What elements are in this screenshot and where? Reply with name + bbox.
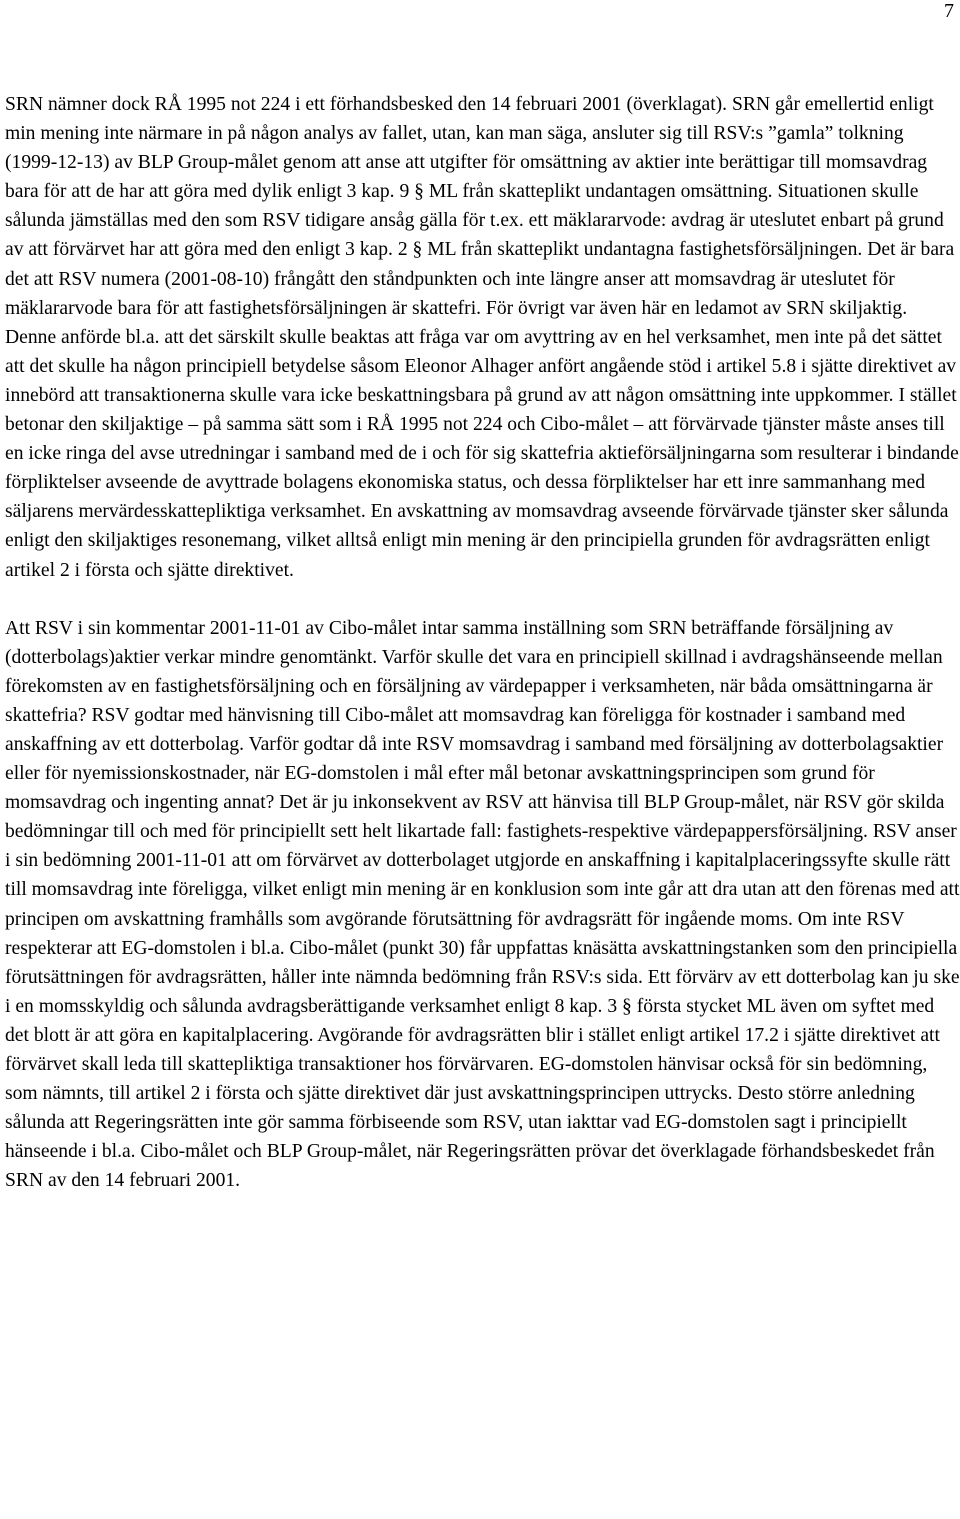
paragraph-rsv-kommentar: Att RSV i sin kommentar 2001-11-01 av Cibo-målet intar samma inställning som SRN beträffande försäljning av (dotterbolags)aktier verkar mindre genomtänkt. Varför skulle det vara en principiell skillnad i avdragshänseende mellan förekomsten av en fastighetsförsäljning och en försäljning av värdepapper i verksamheten, när båda omsättningarna är skattefria? RSV godtar med hänvisning till Cibo-målet att momsavdrag kan föreligga för kostnader i samband med anskaffning av ett dotterbolag. Varför godtar då inte RSV momsavdrag i samband med försäljning av dotterbolagsaktier eller för nyemissionskostnader, när EG-domstolen i mål efter mål betonar avskattningsprincipen som grund för momsavdrag och ingenting annat? Det är ju inkonsekvent av RSV att hänvisa till BLP Group-målet, när RSV gör skilda bedömningar till och med för principiellt sett helt likartade fall: fastighets-respektive värdepappersförsäljning. RSV anser i sin bedömning 2001-11-01 att om förvärvet av dotterbolaget utgjorde en anskaffning i kapitalplaceringssyfte skulle rätt till momsavdrag inte föreligga, vilket enligt min mening är en konklusion som inte går att dra utan att den förenas med att principen om avskattning framhålls som avgörande förutsättning för avdragsrätt för ingående moms. Om inte RSV respekterar att EG-domstolen i bl.a. Cibo-målet (punkt 30) får uppfattas knäsätta avskattningstanken som den principiella förutsättningen för avdragsrätten, håller inte nämnda bedömning från RSV:s sida. Ett förvärv av ett dotterbolag kan ju ske i en momsskyldig och sålunda avdragsberättigande verksamhet enligt 8 kap. 3 § första stycket ML även om syftet med det blott är att göra en kapitalplacering. Avgörande för avdragsrätten blir i stället enligt artikel 17.2 i sjätte direktivet att förvärvet skall leda till skattepliktiga transaktioner hos förvärvaren. EG-domstolen hänvisar också för sin bedömning, som nämnts, till artikel 2 i första och sjätte direktivet där just avskattningsprincipen uttrycks. Desto större anledning sålunda att Regeringsrätten inte gör samma förbiseende som RSV, utan iakttar vad EG-domstolen sagt i principiellt hänseende i bl.a. Cibo-målet och BLP Group-målet, när Regeringsrätten prövar det överklagade förhandsbeskedet från SRN av den 14 februari 2001. [5,617,960,1192]
page-number: 7 [944,0,954,22]
paragraph-srn-forhandsbesked: SRN nämner dock RÅ 1995 not 224 i ett förhandsbesked den 14 februari 2001 (överklagat). SRN går emellertid enligt min mening inte närmare in på någon analys av fallet, utan, kan man säga, ansluter sig till RSV:s ”gamla” tolkning (1999-12-13) av BLP Group-målet genom att anse att utgifter för omsättning av aktier inte berättigar till momsavdrag bara för att de har att göra med dylik enligt 3 kap. 9 § ML från skatteplikt undantagen omsättning. Situationen skulle sålunda jämställas med den som RSV tidigare ansåg gälla för t.ex. ett mäklararvode: avdrag är uteslutet enbart på grund av att förvärvet har att göra med den enligt 3 kap. 2 § ML från skatteplikt undantagna fastighetsförsäljningen. Det är bara det att RSV numera (2001-08-10) frångått den ståndpunkten och inte längre anser att momsavdrag är uteslutet för mäklararvode bara för att fastighetsförsäljningen är skattefri. För övrigt var även här en ledamot av SRN skiljaktig. Denne anförde bl.a. att det särskilt skulle beaktas att fråga var om avyttring av en hel verksamhet, men inte på det sättet att det skulle ha någon principiell betydelse såsom Eleonor Alhager anfört angående stöd i artikel 5.8 i sjätte direktivet av innebörd att transaktionerna skulle vara icke beskattningsbara på grund av att någon omsättning inte uppkommer. I stället betonar den skiljaktige – på samma sätt som i RÅ 1995 not 224 och Cibo-målet – att förvärvade tjänster måste anses till en icke ringa del avse utredningar i samband med de i och för sig skattefria aktieförsäljningarna som resulterar i bindande förpliktelser avseende de avyttrade bolagens ekonomiska status, och dessa förpliktelser har ett inre sammanhang med säljarens mervärdesskattepliktiga verksamhet. En avskattning av momsavdrag avseende förvärvade tjänster sker sålunda enligt den skiljaktiges resonemang, vilket alltså enligt min mening är den principiella grunden för avdragsrätten enligt artikel 2 i första och sjätte direktivet. [5,94,959,581]
document-body [5,90,960,1195]
